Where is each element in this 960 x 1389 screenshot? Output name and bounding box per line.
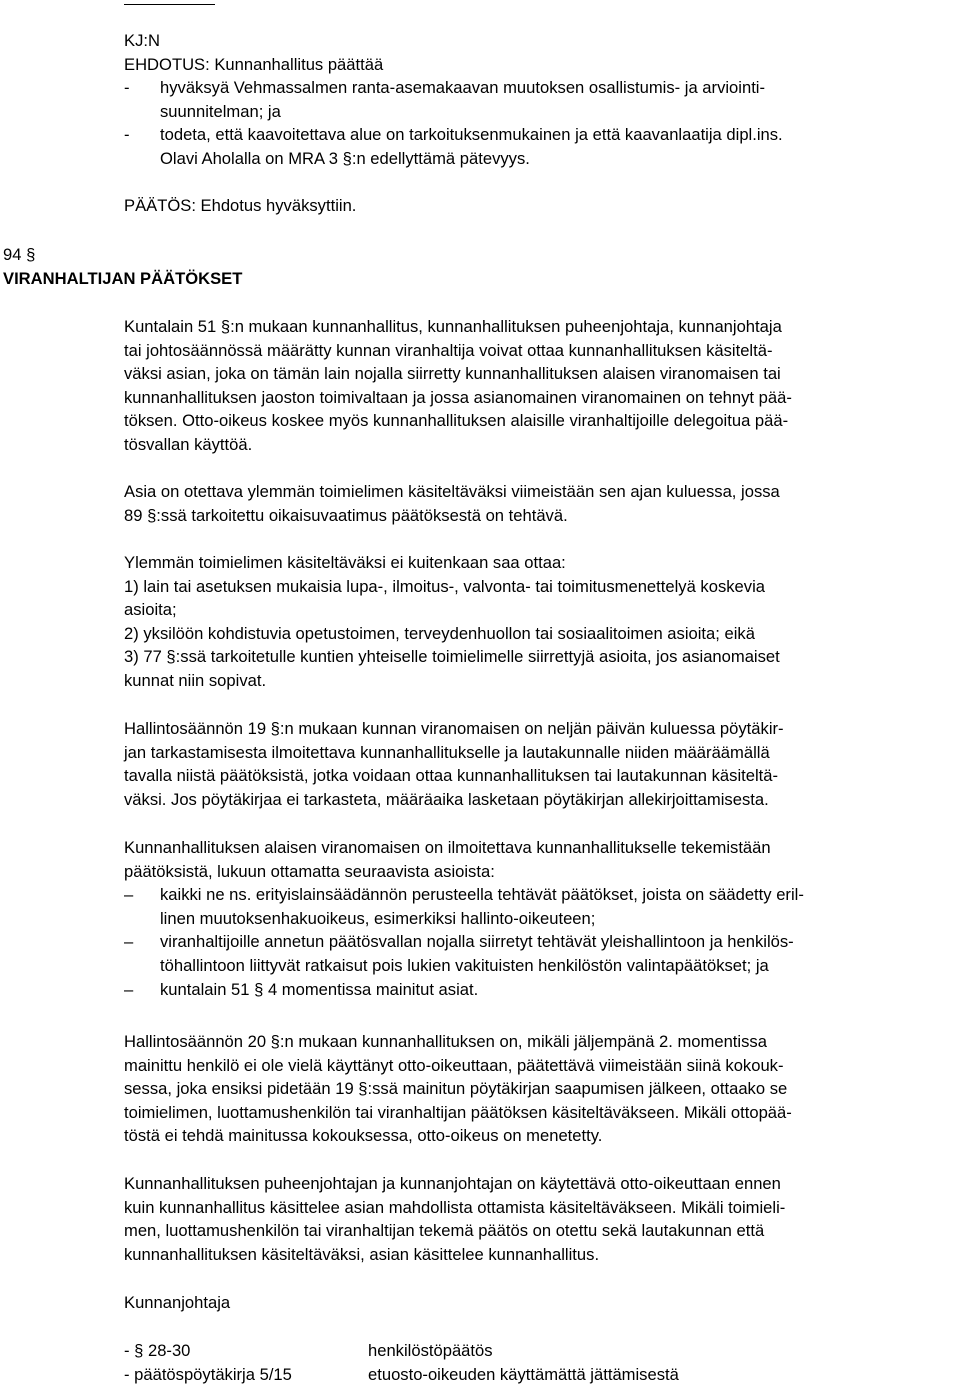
list-item: – kuntalain 51 § 4 momentissa mainitut asiat.: [124, 978, 956, 1002]
p1-line: tai johtosäännössä määrätty kunnan viranhaltija voivat ottaa kunnanhallituksen käsiteltä-: [124, 340, 773, 360]
paragraph-1: [124, 315, 956, 457]
list-item: – viranhaltijoille annetun päätösvallan nojalla siirretyt tehtävät yleishallintoon ja henkilös- töhallintoon liittyvät ratkaisut pois lukien vakituisten henkilöstön valintapäätökset; ja: [124, 932, 794, 975]
p3-line: 2) yksilöön kohdistuvia opetustoimen, terveydenhuollon tai sosiaalitoimen asioita; eikä: [124, 623, 755, 643]
p5-line: päätöksistä, lukuun ottamatta seuraavista asioista:: [124, 861, 495, 881]
p7-line: kuin kunnanhallitus käsittelee asian mahdollista ottamista käsiteltäväkseen. Mikäli toimieli-: [124, 1197, 786, 1217]
paragraph-4: [124, 717, 956, 811]
p1-line: kunnanhallituksen jaoston toimivaltaan ja jossa asianomainen viranomainen on tehnyt pää-: [124, 387, 792, 407]
p4-line: tavalla niistä päätöksistä, jotka voidaan ottaa kunnanhallituksen tai lautakunnan käsiteltä-: [124, 766, 779, 786]
proposal-block: [124, 29, 956, 217]
bullet-dash: –: [124, 979, 134, 999]
paragraph-3: [124, 551, 956, 693]
p4-line: jan tarkastamisesta ilmoitettava kunnanhallitukselle ja lautakunnalle niiden määräämällä: [124, 742, 770, 762]
p4-line: väksi. Jos pöytäkirjaa ei tarkasteta, määräaika lasketaan pöytäkirjan allekirjoittamisesta.: [124, 789, 769, 809]
p4-line: Hallintosäännön 19 §:n mukaan kunnan viranomaisen on neljän päivän kuluessa pöytäkir-: [124, 719, 784, 738]
p6-line: sessa, joka ensiksi pidetään 19 §:ssä mainitun pöytäkirjan saapumisen jälkeen, ottaako se: [124, 1079, 788, 1099]
kj-label: KJ:N: [124, 31, 160, 50]
proposal-item-2: - todeta, että kaavoitettava alue on tarkoituksenmukainen ja että kaavanlaatija dipl.ins.: [124, 125, 783, 145]
signature-title: Kunnanjohtaja: [124, 1293, 231, 1312]
p6-line: töstä ei tehdä mainitussa kokouksessa, otto-oikeus on menetetty.: [124, 1126, 603, 1146]
p5-line: Kunnanhallituksen alaisen viranomaisen on ilmoitettava kunnanhallitukselle tekemistään: [124, 838, 771, 857]
p1-line: väksi asian, joka on tämän lain nojalla siirretty kunnanhallituksen alaisen viranomaisen tai: [124, 364, 781, 384]
p6-line: mainittu henkilö ei ole vielä käyttänyt otto-oikeuttaan, päätettävä viimeistään siinä kokouk-: [124, 1055, 784, 1075]
top-rule: [124, 4, 215, 5]
proposal-item-1: - hyväksyä Vehmassalmen ranta-asemakaavan muutoksen osallistumis- ja arviointi-: [124, 78, 766, 98]
p7-line: Kunnanhallituksen puheenjohtajan ja kunnanjohtajan on käytettävä otto-oikeuttaan ennen: [124, 1174, 781, 1193]
list-item: – kaikki ne ns. erityislainsäädännön perusteella tehtävät päätökset, joista on säädetty eril- linen muutoksenhakuoikeus, esimerkiksi hallinto-oikeuteen;: [124, 885, 804, 928]
decision-line: PÄÄTÖS: Ehdotus hyväksyttiin.: [124, 195, 357, 215]
p1-line: tösvallan käyttöä.: [124, 434, 253, 454]
p1-line: Kuntalain 51 §:n mukaan kunnanhallitus, kunnanhallituksen puheenjohtaja, kunnanjohtaja: [124, 317, 782, 336]
p7-line: kunnanhallituksen käsiteltäväksi, asian käsittelee kunnanhallitus.: [124, 1244, 600, 1264]
proposal-item-1-cont: suunnitelman; ja: [160, 101, 281, 121]
section-number: 94 §: [3, 245, 36, 264]
proposal-item-2-cont: Olavi Aholalla on MRA 3 §:n edellyttämä pätevyys.: [160, 148, 530, 168]
p3-line: 1) lain tai asetuksen mukaisia lupa-, ilmoitus-, valvonta- tai toimitusmenettelyä koskevia: [124, 576, 765, 596]
decisions-list: [124, 1339, 679, 1387]
section-title: VIRANHALTIJAN PÄÄTÖKSET: [3, 269, 243, 288]
decision-row: - § 28-30 henkilöstöpäätös: [124, 1341, 493, 1360]
paragraph-6: [124, 1030, 956, 1148]
p2-line: 89 §:ssä tarkoitettu oikaisuvaatimus päätöksestä on tehtävä.: [124, 505, 568, 525]
section-heading: [3, 243, 242, 291]
p6-line: Hallintosäännön 20 §:n mukaan kunnanhallituksen on, mikäli jäljempänä 2. momentissa: [124, 1032, 767, 1051]
decision-row: - päätöspöytäkirja 5/15 etuosto-oikeuden käyttämättä jättämisestä: [124, 1365, 679, 1384]
p1-line: töksen. Otto-oikeus koskee myös kunnanhallituksen alaisille viranhaltijoille delegoitua pää-: [124, 411, 789, 431]
paragraph-2: [124, 480, 956, 527]
paragraph-5: [124, 836, 956, 1001]
p7-line: men, luottamushenkilön tai viranhaltijan tekemä päätös on otettu sekä lautakunnan että: [124, 1221, 765, 1241]
p3-line: Ylemmän toimielimen käsiteltäväksi ei kuitenkaan saa ottaa:: [124, 553, 566, 572]
p6-line: toimielimen, luottamushenkilön tai viranhaltijan päätöksen käsiteltäväkseen. Mikäli ottopää-: [124, 1102, 792, 1122]
p2-line: Asia on otettava ylemmän toimielimen käsiteltäväksi viimeistään sen ajan kuluessa, jossa: [124, 482, 780, 501]
paragraph-7: [124, 1172, 956, 1266]
p3-line: asioita;: [124, 600, 177, 620]
p3-line: kunnat niin sopivat.: [124, 670, 267, 690]
bullet-dash: –: [124, 932, 134, 952]
p3-line: 3) 77 §:ssä tarkoitetulle kuntien yhteiselle toimielimelle siirrettyjä asioita, jos asianomaiset: [124, 647, 780, 667]
bullet-dash: –: [124, 885, 134, 905]
proposal-heading: EHDOTUS: Kunnanhallitus päättää: [124, 54, 384, 74]
